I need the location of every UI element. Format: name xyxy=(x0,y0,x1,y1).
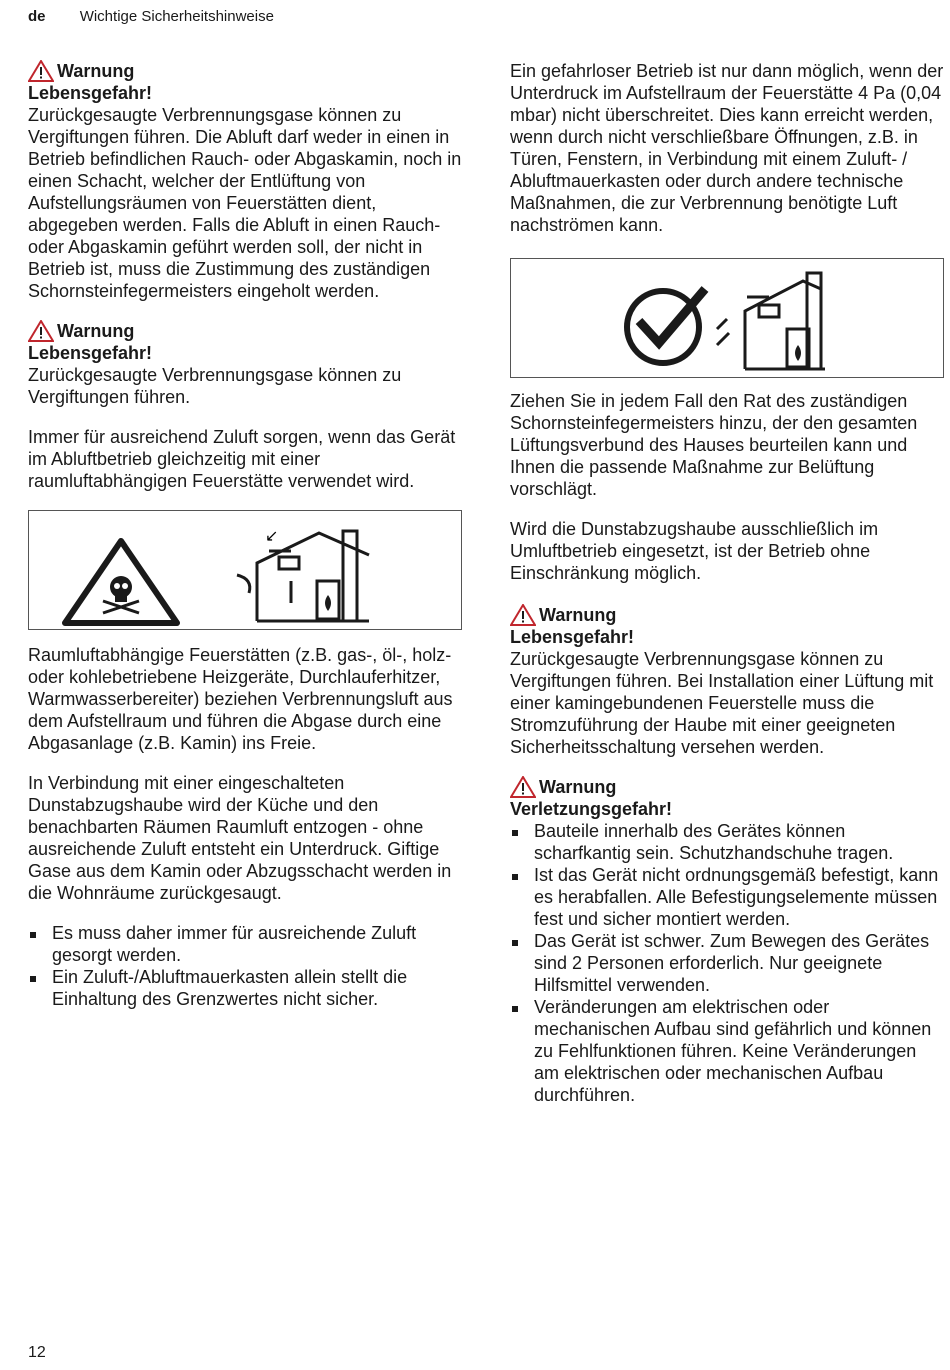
paragraph: Immer für ausreichend Zuluft sorgen, wenn das Gerät im Abluftbetrieb gleichzeitig mit einer raumluftabhängigen Feuerstätte verwendet wird. xyxy=(28,427,456,491)
warning-label: Warnung xyxy=(57,61,135,81)
warning-text: Zurückgesaugte Verbrennungsgase können zu Vergiftungen führen. Die Abluft darf weder in einen in Betrieb befindlichen Rauch- oder Abgaskamin, noch in einen Schacht, welcher der Entlüftung von Aufstellungsräumen von Feuerstätten dient, abgegeben werden. Falls die Abluft in einen Rauch- oder Abgaskamin geführt werden soll, der nicht in Betrieb ist, muss die Zustimmung des zuständigen Schornsteinfegermeisters eingeholt werden. xyxy=(28,105,462,301)
warning-label: Warnung xyxy=(539,605,617,625)
paragraph: Ein gefahrloser Betrieb ist nur dann möglich, wenn der Unterdruck im Aufstellraum der Feuerstätte 4 Pa (0,04 mbar) nicht überschreitet. Dies kann erreicht werden, wenn durch nicht verschließbare Öffnungen, z.B. in Türen, Fenstern, in Verbindung mit einem Zuluft- / Abluftmauerkasten oder durch andere technische Maßnahmen, die zur Verbrennung benötigte Luft nachströmen kann. xyxy=(510,61,944,235)
warning-block-3 xyxy=(510,604,945,758)
warning-subtitle: Lebensgefahr! xyxy=(510,627,635,647)
paragraph: Ziehen Sie in jedem Fall den Rat des zuständigen Schornsteinfegermeisters hinzu, der den gesamten Lüftungsverbund des Hauses beurteilen kann und Ihnen die passende Maßnahme zur Belüftung vorschlägt. xyxy=(510,391,918,499)
warning-triangle-icon xyxy=(510,604,536,626)
warning-block-4 xyxy=(510,776,945,1106)
language-code: de xyxy=(28,8,46,25)
list-item: Ist das Gerät nicht ordnungsgemäß befestigt, kann es herabfallen. Alle Befestigungselemente müssen fest und sicher montiert werden. xyxy=(510,864,945,930)
safe-illustration xyxy=(510,258,944,378)
page-number: 12 xyxy=(28,1344,46,1361)
airflow-arrow-icon xyxy=(237,575,250,593)
list-item: Veränderungen am elektrischen oder mechanischen Aufbau sind gefährlich und können zu Fehlfunktionen führen. Keine Veränderungen am elektrischen oder mechanischen Aufbau durchführen. xyxy=(510,996,945,1106)
list-item: Es muss daher immer für ausreichende Zuluft gesorgt werden. xyxy=(28,922,464,966)
bullet-list xyxy=(28,922,464,1010)
warning-subtitle: Verletzungsgefahr! xyxy=(510,799,673,819)
warning-block-2 xyxy=(28,320,464,408)
paragraph: Raumluftabhängige Feuerstätten (z.B. gas-, öl-, holz- oder kohlebetriebene Heizgeräte, Durchlauferhitzer, Warmwasserbereiter) beziehen Verbrennungsluft aus dem Aufstellraum und führen die Abgase durch eine Abgasanlage (z.B. Kamin) ins Freie. xyxy=(28,645,453,753)
checkmark-circle-icon xyxy=(627,289,705,363)
list-item: Bauteile innerhalb des Gerätes können scharfkantig sein. Schutzhandschuhe tragen. xyxy=(510,820,945,864)
danger-illustration xyxy=(28,510,462,630)
warning-label: Warnung xyxy=(539,777,617,797)
page-header xyxy=(28,8,274,25)
svg-text:↙: ↙ xyxy=(265,528,279,545)
warning-triangle-icon xyxy=(510,776,536,798)
left-column xyxy=(28,60,464,1010)
warning-text: Zurückgesaugte Verbrennungsgase können zu Vergiftungen führen. xyxy=(28,365,402,407)
warning-text: Zurückgesaugte Verbrennungsgase können zu Vergiftungen führen. Bei Installation einer Lüftung mit einer kamingebundenen Feuerstelle muss die Stromzuführung der Haube mit einer geeigneten Sicherheitsschaltung versehen werden. xyxy=(510,649,934,757)
list-item: Das Gerät ist schwer. Zum Bewegen des Gerätes sind 2 Personen erforderlich. Nur geeignete Hilfsmittel verwenden. xyxy=(510,930,945,996)
paragraph: Wird die Dunstabzugshaube ausschließlich im Umluftbetrieb eingesetzt, ist der Betrieb ohne Einschränkung möglich. xyxy=(510,519,879,583)
warning-triangle-icon xyxy=(28,320,54,342)
section-title: Wichtige Sicherheitshinweise xyxy=(79,8,274,25)
list-item: Ein Zuluft-/Abluftmauerkasten allein stellt die Einhaltung des Grenzwertes nicht sicher. xyxy=(28,966,464,1010)
right-column xyxy=(510,60,945,1124)
skull-warning-icon xyxy=(65,541,177,623)
warning-subtitle: Lebensgefahr! xyxy=(28,83,153,103)
warning-subtitle: Lebensgefahr! xyxy=(28,343,153,363)
warning-block-1 xyxy=(28,60,464,302)
house-diagram-icon xyxy=(745,273,825,369)
bullet-list xyxy=(510,820,945,1106)
warning-triangle-icon xyxy=(28,60,54,82)
paragraph: In Verbindung mit einer eingeschalteten Dunstabzugshaube wird der Küche und den benachbarten Räumen Raumluft entzogen - ohne ausreichende Zuluft entsteht ein Unterdruck. Giftige Gase aus dem Kamin oder Abzugsschacht werden in die Wohnräume zurückgesaugt. xyxy=(28,773,452,903)
warning-label: Warnung xyxy=(57,321,135,341)
